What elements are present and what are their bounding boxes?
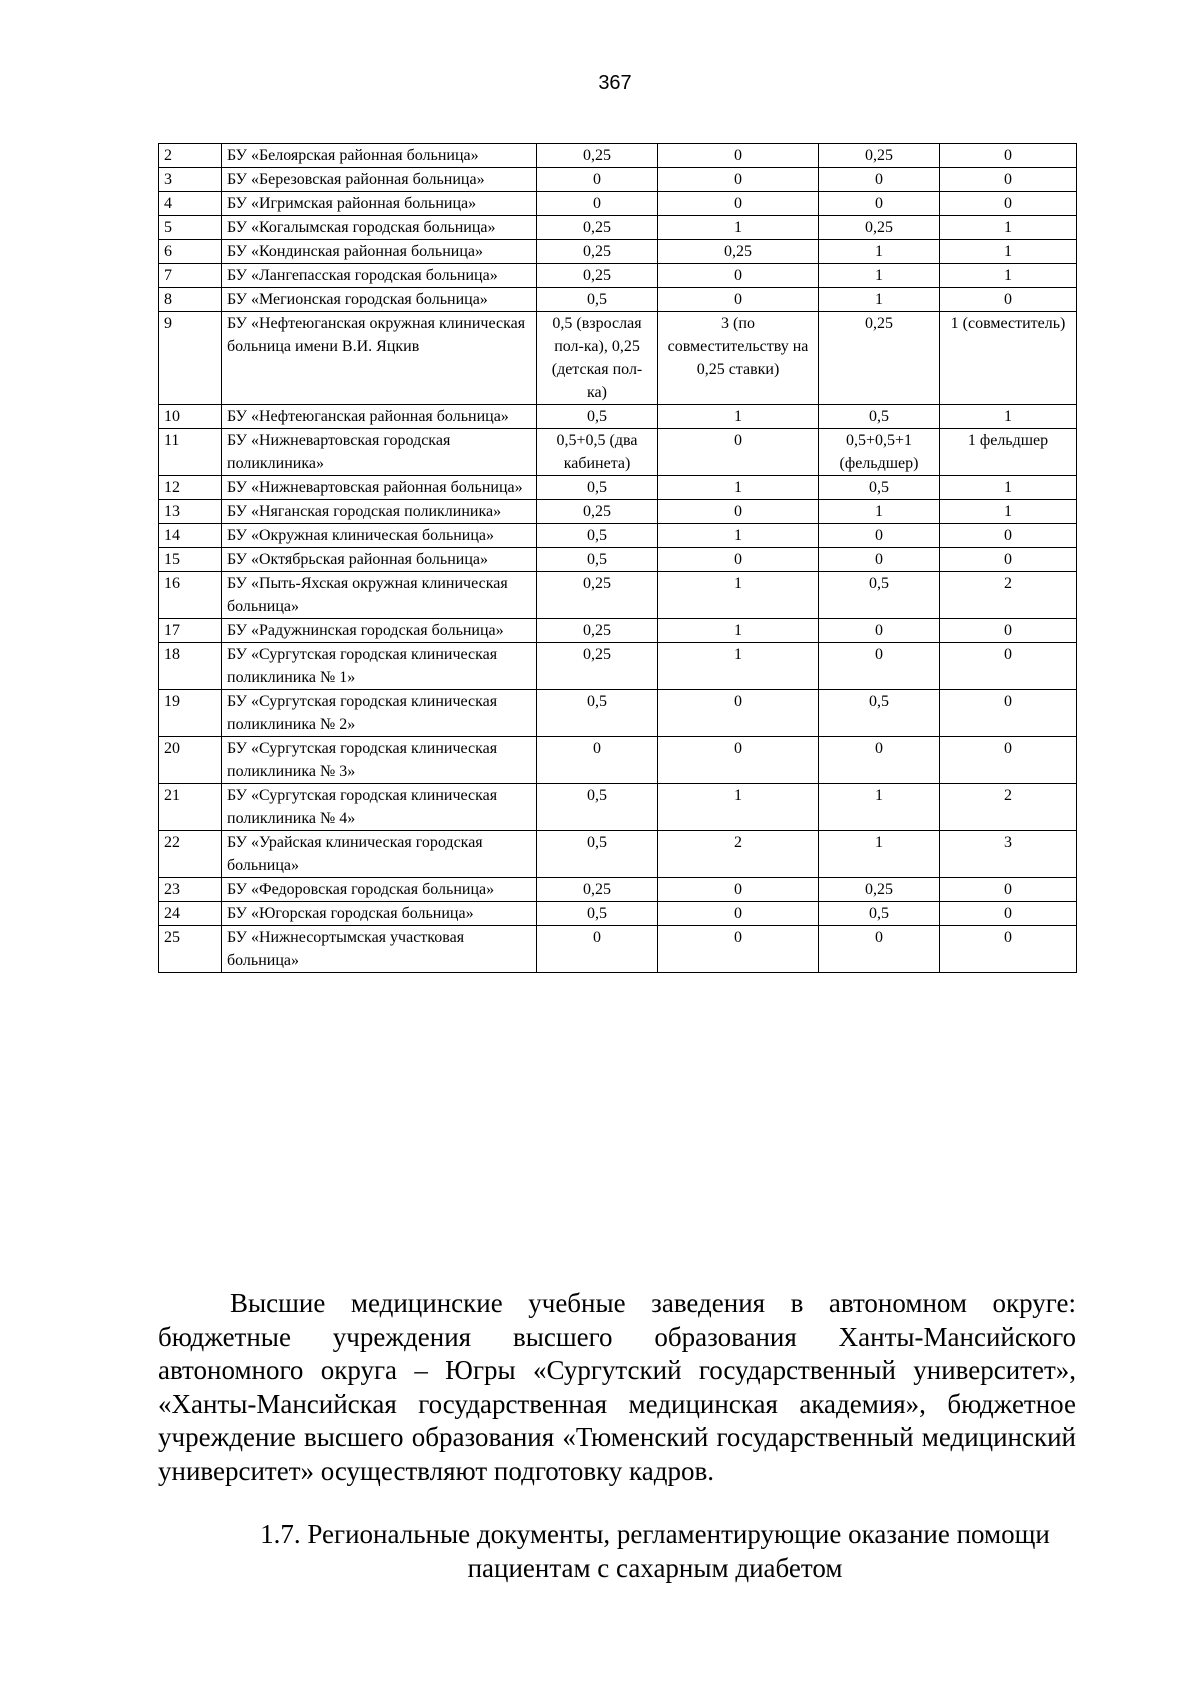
value-cell-2: 0	[658, 878, 819, 902]
row-number-cell: 22	[159, 831, 222, 878]
table-row	[159, 902, 1077, 926]
value-cell-2: 0	[658, 264, 819, 288]
value-cell-1: 0	[537, 737, 658, 784]
value-cell-1: 0,25	[537, 144, 658, 168]
value-cell-2: 0	[658, 192, 819, 216]
value-cell-2: 0	[658, 429, 819, 476]
table-row	[159, 690, 1077, 737]
value-cell-1: 0	[537, 926, 658, 973]
row-number-cell: 13	[159, 500, 222, 524]
value-cell-4: 0	[940, 619, 1077, 643]
institution-name-cell: БУ «Федоровская городская больница»	[222, 878, 537, 902]
value-cell-2: 0,25	[658, 240, 819, 264]
value-cell-2: 3 (по совместительству на 0,25 ставки)	[658, 312, 819, 405]
table-row	[159, 264, 1077, 288]
value-cell-3: 1	[819, 264, 940, 288]
institution-name-cell: БУ «Югорская городская больница»	[222, 902, 537, 926]
value-cell-2: 0	[658, 926, 819, 973]
value-cell-3: 0	[819, 548, 940, 572]
value-cell-1: 0,5	[537, 405, 658, 429]
value-cell-1: 0,5	[537, 784, 658, 831]
value-cell-3: 0,5	[819, 690, 940, 737]
table-row	[159, 405, 1077, 429]
row-number-cell: 17	[159, 619, 222, 643]
value-cell-2: 1	[658, 476, 819, 500]
institution-name-cell: БУ «Сургутская городская клиническая поликлиника № 3»	[222, 737, 537, 784]
value-cell-3: 0,5	[819, 476, 940, 500]
institution-name-cell: БУ «Радужнинская городская больница»	[222, 619, 537, 643]
table-row	[159, 429, 1077, 476]
value-cell-4: 1	[940, 476, 1077, 500]
value-cell-2: 0	[658, 168, 819, 192]
value-cell-1: 0,5	[537, 548, 658, 572]
row-number-cell: 2	[159, 144, 222, 168]
institution-name-cell: БУ «Пыть-Яхская окружная клиническая больница»	[222, 572, 537, 619]
value-cell-3: 0,5	[819, 405, 940, 429]
value-cell-1: 0,5	[537, 902, 658, 926]
row-number-cell: 24	[159, 902, 222, 926]
value-cell-4: 0	[940, 288, 1077, 312]
table-row	[159, 831, 1077, 878]
table-row	[159, 524, 1077, 548]
institution-name-cell: БУ «Игримская районная больница»	[222, 192, 537, 216]
value-cell-4: 2	[940, 572, 1077, 619]
table-row	[159, 312, 1077, 405]
row-number-cell: 7	[159, 264, 222, 288]
institution-name-cell: БУ «Окружная клиническая больница»	[222, 524, 537, 548]
value-cell-1: 0,25	[537, 619, 658, 643]
value-cell-2: 0	[658, 500, 819, 524]
table-row	[159, 784, 1077, 831]
institution-name-cell: БУ «Нижневартовская районная больница»	[222, 476, 537, 500]
value-cell-3: 0,25	[819, 144, 940, 168]
value-cell-1: 0,5+0,5 (два кабинета)	[537, 429, 658, 476]
institution-name-cell: БУ «Сургутская городская клиническая поликлиника № 2»	[222, 690, 537, 737]
value-cell-1: 0,5	[537, 690, 658, 737]
institution-name-cell: БУ «Кондинская районная больница»	[222, 240, 537, 264]
row-number-cell: 20	[159, 737, 222, 784]
institution-name-cell: БУ «Сургутская городская клиническая поликлиника № 1»	[222, 643, 537, 690]
value-cell-2: 0	[658, 288, 819, 312]
row-number-cell: 9	[159, 312, 222, 405]
row-number-cell: 16	[159, 572, 222, 619]
table-row	[159, 926, 1077, 973]
institution-name-cell: БУ «Лангепасская городская больница»	[222, 264, 537, 288]
table-row	[159, 572, 1077, 619]
value-cell-2: 1	[658, 405, 819, 429]
value-cell-2: 0	[658, 548, 819, 572]
value-cell-3: 1	[819, 288, 940, 312]
value-cell-1: 0,5	[537, 476, 658, 500]
value-cell-3: 0	[819, 643, 940, 690]
table-row	[159, 288, 1077, 312]
value-cell-4: 3	[940, 831, 1077, 878]
table-body	[159, 144, 1077, 973]
value-cell-2: 1	[658, 216, 819, 240]
row-number-cell: 5	[159, 216, 222, 240]
value-cell-3: 0	[819, 192, 940, 216]
value-cell-4: 1	[940, 216, 1077, 240]
value-cell-3: 1	[819, 831, 940, 878]
value-cell-2: 1	[658, 619, 819, 643]
value-cell-4: 0	[940, 548, 1077, 572]
value-cell-3: 0,5+0,5+1 (фельдшер)	[819, 429, 940, 476]
value-cell-2: 1	[658, 524, 819, 548]
row-number-cell: 8	[159, 288, 222, 312]
value-cell-2: 1	[658, 784, 819, 831]
value-cell-1: 0,25	[537, 572, 658, 619]
value-cell-1: 0,25	[537, 264, 658, 288]
value-cell-3: 0,25	[819, 216, 940, 240]
table-row	[159, 192, 1077, 216]
value-cell-1: 0,25	[537, 878, 658, 902]
value-cell-1: 0,25	[537, 240, 658, 264]
row-number-cell: 25	[159, 926, 222, 973]
value-cell-4: 0	[940, 192, 1077, 216]
value-cell-2: 1	[658, 572, 819, 619]
value-cell-4: 0	[940, 926, 1077, 973]
value-cell-3: 0	[819, 926, 940, 973]
row-number-cell: 23	[159, 878, 222, 902]
value-cell-4: 1	[940, 405, 1077, 429]
row-number-cell: 21	[159, 784, 222, 831]
table-row	[159, 878, 1077, 902]
value-cell-3: 0,25	[819, 878, 940, 902]
value-cell-3: 1	[819, 240, 940, 264]
value-cell-2: 0	[658, 902, 819, 926]
value-cell-2: 0	[658, 144, 819, 168]
value-cell-4: 0	[940, 168, 1077, 192]
institution-name-cell: БУ «Урайская клиническая городская больница»	[222, 831, 537, 878]
value-cell-1: 0,25	[537, 500, 658, 524]
table-row	[159, 619, 1077, 643]
institution-name-cell: БУ «Нефтеюганская районная больница»	[222, 405, 537, 429]
table-row	[159, 737, 1077, 784]
value-cell-2: 2	[658, 831, 819, 878]
table-row	[159, 168, 1077, 192]
value-cell-3: 1	[819, 500, 940, 524]
value-cell-4: 0	[940, 524, 1077, 548]
value-cell-4: 0	[940, 144, 1077, 168]
row-number-cell: 10	[159, 405, 222, 429]
institution-name-cell: БУ «Нижнесортымская участковая больница»	[222, 926, 537, 973]
row-number-cell: 4	[159, 192, 222, 216]
value-cell-3: 0,5	[819, 902, 940, 926]
value-cell-3: 0	[819, 524, 940, 548]
row-number-cell: 11	[159, 429, 222, 476]
table-row	[159, 144, 1077, 168]
value-cell-3: 0,5	[819, 572, 940, 619]
value-cell-4: 1	[940, 500, 1077, 524]
institution-name-cell: БУ «Октябрьская районная больница»	[222, 548, 537, 572]
value-cell-1: 0,5 (взрослая пол-ка), 0,25 (детская пол-ка)	[537, 312, 658, 405]
row-number-cell: 15	[159, 548, 222, 572]
row-number-cell: 6	[159, 240, 222, 264]
row-number-cell: 18	[159, 643, 222, 690]
value-cell-2: 1	[658, 643, 819, 690]
value-cell-1: 0,25	[537, 643, 658, 690]
value-cell-1: 0	[537, 168, 658, 192]
table-row	[159, 548, 1077, 572]
value-cell-3: 1	[819, 784, 940, 831]
institution-name-cell: БУ «Сургутская городская клиническая поликлиника № 4»	[222, 784, 537, 831]
section-heading: 1.7. Региональные документы, регламентирующие оказание помощи пациентам с сахарным диабетом	[260, 1519, 1050, 1583]
institution-name-cell: БУ «Нижневартовская городская поликлиника»	[222, 429, 537, 476]
value-cell-4: 0	[940, 878, 1077, 902]
value-cell-4: 1	[940, 264, 1077, 288]
value-cell-4: 0	[940, 643, 1077, 690]
row-number-cell: 14	[159, 524, 222, 548]
value-cell-4: 1	[940, 240, 1077, 264]
value-cell-4: 0	[940, 737, 1077, 784]
value-cell-4: 1 (совместитель)	[940, 312, 1077, 405]
table-row	[159, 500, 1077, 524]
row-number-cell: 19	[159, 690, 222, 737]
value-cell-4: 2	[940, 784, 1077, 831]
value-cell-1: 0,5	[537, 524, 658, 548]
institution-name-cell: БУ «Няганская городская поликлиника»	[222, 500, 537, 524]
value-cell-3: 0	[819, 168, 940, 192]
value-cell-4: 0	[940, 902, 1077, 926]
institution-name-cell: БУ «Нефтеюганская окружная клиническая больница имени В.И. Яцкив	[222, 312, 537, 405]
institution-name-cell: БУ «Мегионская городская больница»	[222, 288, 537, 312]
value-cell-3: 0	[819, 737, 940, 784]
value-cell-4: 1 фельдшер	[940, 429, 1077, 476]
staffing-table	[158, 143, 1077, 973]
institution-name-cell: БУ «Белоярская районная больница»	[222, 144, 537, 168]
value-cell-4: 0	[940, 690, 1077, 737]
value-cell-3: 0	[819, 619, 940, 643]
row-number-cell: 3	[159, 168, 222, 192]
institution-name-cell: БУ «Березовская районная больница»	[222, 168, 537, 192]
value-cell-1: 0	[537, 192, 658, 216]
table-row	[159, 643, 1077, 690]
value-cell-1: 0,5	[537, 288, 658, 312]
value-cell-1: 0,25	[537, 216, 658, 240]
table-row	[159, 240, 1077, 264]
table-row	[159, 216, 1077, 240]
value-cell-1: 0,5	[537, 831, 658, 878]
body-paragraph: Высшие медицинские учебные заведения в автономном округе: бюджетные учреждения высшего образования Ханты-Мансийского автономного округа – Югры «Сургутский государственный университет», «Ханты-Мансийская государственная медицинская академия», бюджетное учреждение высшего образования «Тюменский государственный медицинский университет» осуществляют подготовку кадров.	[158, 1288, 1076, 1486]
value-cell-2: 0	[658, 737, 819, 784]
value-cell-2: 0	[658, 690, 819, 737]
page-number: 367	[598, 72, 632, 94]
row-number-cell: 12	[159, 476, 222, 500]
value-cell-3: 0,25	[819, 312, 940, 405]
institution-name-cell: БУ «Когалымская городская больница»	[222, 216, 537, 240]
table-row	[159, 476, 1077, 500]
